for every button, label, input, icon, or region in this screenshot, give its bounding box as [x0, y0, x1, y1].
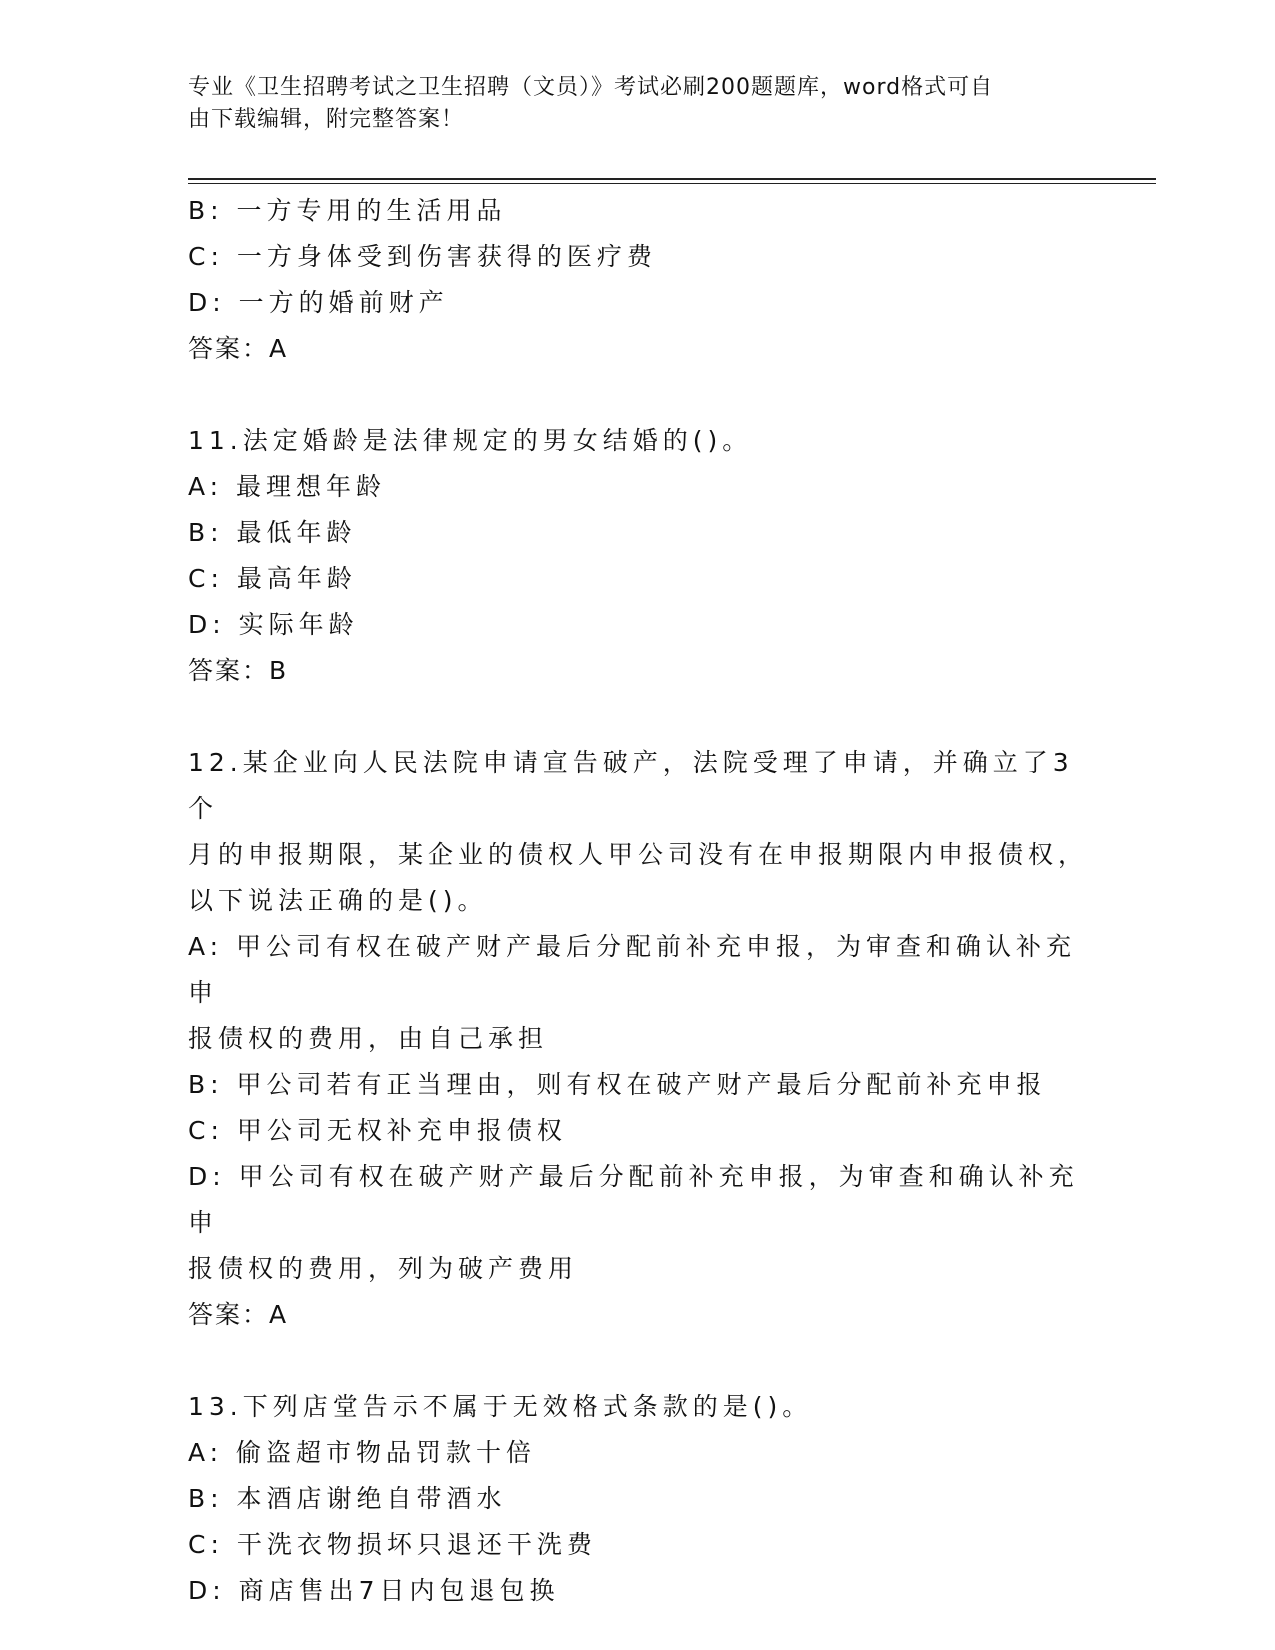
- answer-line: 答案：A: [188, 1300, 289, 1329]
- option-d-line-1: D: 甲公司有权在破产财产最后分配前补充申报，为审查和确认补充申: [188, 1162, 1079, 1237]
- option-d: D: 实际年龄: [188, 610, 359, 639]
- option-d: D: 商店售出7日内包退包换: [188, 1576, 560, 1605]
- header-line-2: 由下载编辑，附完整答案！: [188, 107, 465, 132]
- option-a: A: 最理想年龄: [188, 472, 387, 501]
- option-c: C: 干洗衣物损坏只退还干洗费: [188, 1530, 597, 1559]
- option-a-line-2: 报债权的费用，由自己承担: [188, 1024, 549, 1053]
- question-12-block: [188, 740, 1088, 1338]
- question-text-line-1: 12.某企业向人民法院申请宣告破产，法院受理了申请，并确立了3个: [188, 748, 1074, 823]
- document-header: [188, 72, 1088, 136]
- option-b: B: 甲公司若有正当理由，则有权在破产财产最后分配前补充申报: [188, 1070, 1047, 1099]
- option-c: C: 甲公司无权补充申报债权: [188, 1116, 567, 1145]
- question-text: 13.下列店堂告示不属于无效格式条款的是()。: [188, 1392, 813, 1421]
- question-11-block: [188, 418, 1088, 694]
- document-body: [188, 188, 1088, 1614]
- header-rule-thick: [188, 178, 1156, 180]
- question-text-line-3: 以下说法正确的是()。: [188, 886, 488, 915]
- option-c: C: 最高年龄: [188, 564, 357, 593]
- spacer: [188, 372, 1088, 418]
- spacer: [188, 1338, 1088, 1384]
- answer-line: 答案：B: [188, 656, 289, 685]
- spacer: [188, 694, 1088, 740]
- option-a: A: 偷盗超市物品罚款十倍: [188, 1438, 537, 1467]
- question-13-block: [188, 1384, 1088, 1614]
- question-text: 11.法定婚龄是法律规定的男女结婚的()。: [188, 426, 753, 455]
- answer-line: 答案：A: [188, 334, 289, 363]
- question-10-block: [188, 188, 1088, 372]
- option-b: B: 本酒店谢绝自带酒水: [188, 1484, 507, 1513]
- header-rule-thin: [188, 183, 1156, 184]
- option-b: B: 一方专用的生活用品: [188, 196, 507, 225]
- option-a-line-1: A: 甲公司有权在破产财产最后分配前补充申报，为审查和确认补充申: [188, 932, 1077, 1007]
- option-b: B: 最低年龄: [188, 518, 357, 547]
- option-d-line-2: 报债权的费用，列为破产费用: [188, 1254, 579, 1283]
- question-text-line-2: 月的申报期限，某企业的债权人甲公司没有在申报期限内申报债权，: [188, 840, 1089, 869]
- header-line-1: 专业《卫生招聘考试之卫生招聘（文员）》考试必刷200题题库，word格式可自: [188, 75, 994, 100]
- option-d: D: 一方的婚前财产: [188, 288, 449, 317]
- option-c: C: 一方身体受到伤害获得的医疗费: [188, 242, 657, 271]
